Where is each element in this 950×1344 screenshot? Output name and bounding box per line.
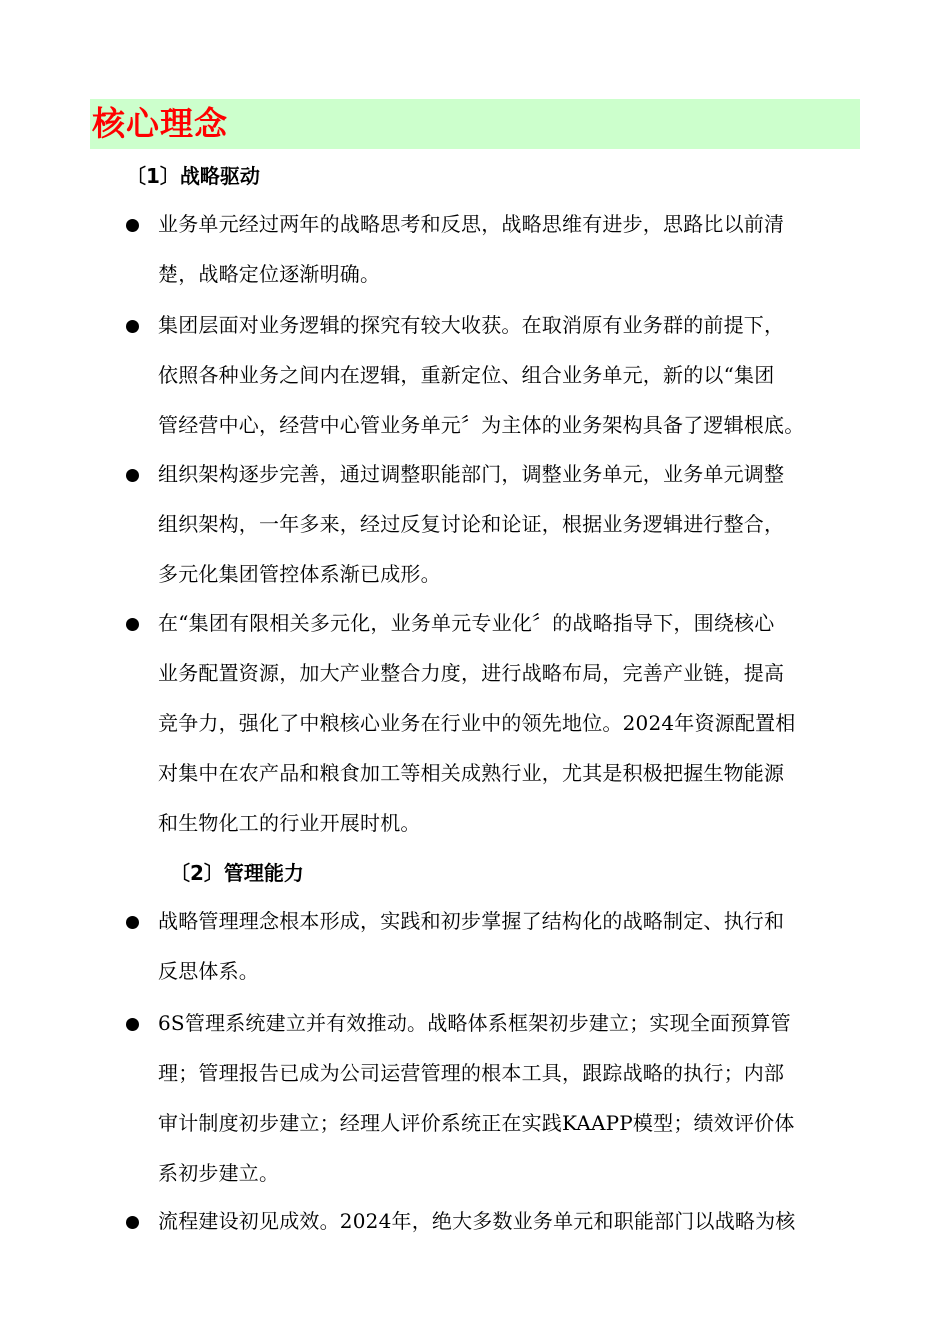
bullet-icon bbox=[126, 1018, 139, 1031]
bullet-icon bbox=[126, 1216, 139, 1229]
paragraph-line: 组织架构，一年多来，经过反复讨论和论证，根据业务逻辑进行整合， bbox=[158, 512, 785, 536]
paragraph-line: 竞争力，强化了中粮核心业务在行业中的领先地位。2024年资源配置相 bbox=[158, 711, 796, 735]
page-title: 核心理念 bbox=[92, 104, 228, 143]
paragraph-line: 集团层面对业务逻辑的探究有较大收获。在取消原有业务群的前提下， bbox=[158, 313, 785, 337]
paragraph-line: 组织架构逐步完善，通过调整职能部门，调整业务单元，业务单元调整 bbox=[158, 462, 785, 486]
paragraph-line: 依照各种业务之间内在逻辑，重新定位、组合业务单元，新的以“集团 bbox=[158, 363, 775, 387]
bullet-icon bbox=[126, 916, 139, 929]
paragraph-line: 管经营中心，经营中心管业务单元〞为主体的业务架构具备了逻辑根底。 bbox=[158, 413, 805, 437]
paragraph-line: 审计制度初步建立；经理人评价系统正在实践KAAPP模型；绩效评价体 bbox=[158, 1111, 795, 1135]
paragraph-line: 系初步建立。 bbox=[158, 1161, 280, 1185]
paragraph-line: 流程建设初见成效。2024年，绝大多数业务单元和职能部门以战略为核 bbox=[158, 1209, 796, 1233]
paragraph-line: 反思体系。 bbox=[158, 959, 259, 983]
paragraph-line: 6S管理系统建立并有效推动。战略体系框架初步建立；实现全面预算管 bbox=[158, 1011, 791, 1035]
section-2-title: 〔2〕管理能力 bbox=[170, 861, 304, 885]
paragraph-line: 战略管理理念根本形成，实践和初步掌握了结构化的战略制定、执行和 bbox=[158, 909, 785, 933]
paragraph-line: 和生物化工的行业开展时机。 bbox=[158, 811, 421, 835]
paragraph-line: 多元化集团管控体系渐已成形。 bbox=[158, 562, 441, 586]
paragraph-line: 理；管理报告已成为公司运营管理的根本工具，跟踪战略的执行；内部 bbox=[158, 1061, 785, 1085]
paragraph-line: 业务单元经过两年的战略思考和反思，战略思维有进步，思路比以前清 bbox=[158, 212, 785, 236]
paragraph-line: 业务配置资源，加大产业整合力度，进行战略布局，完善产业链，提高 bbox=[158, 661, 785, 685]
bullet-icon bbox=[126, 618, 139, 631]
bullet-icon bbox=[126, 469, 139, 482]
heading-bar bbox=[90, 99, 860, 149]
section-1-title: 〔1〕战略驱动 bbox=[126, 164, 260, 188]
paragraph-line: 在“集团有限相关多元化，业务单元专业化〞的战略指导下，围绕核心 bbox=[158, 611, 775, 635]
bullet-icon bbox=[126, 219, 139, 232]
bullet-icon bbox=[126, 320, 139, 333]
paragraph-line: 楚，战略定位逐渐明确。 bbox=[158, 262, 381, 286]
paragraph-line: 对集中在农产品和粮食加工等相关成熟行业，尤其是积极把握生物能源 bbox=[158, 761, 785, 785]
